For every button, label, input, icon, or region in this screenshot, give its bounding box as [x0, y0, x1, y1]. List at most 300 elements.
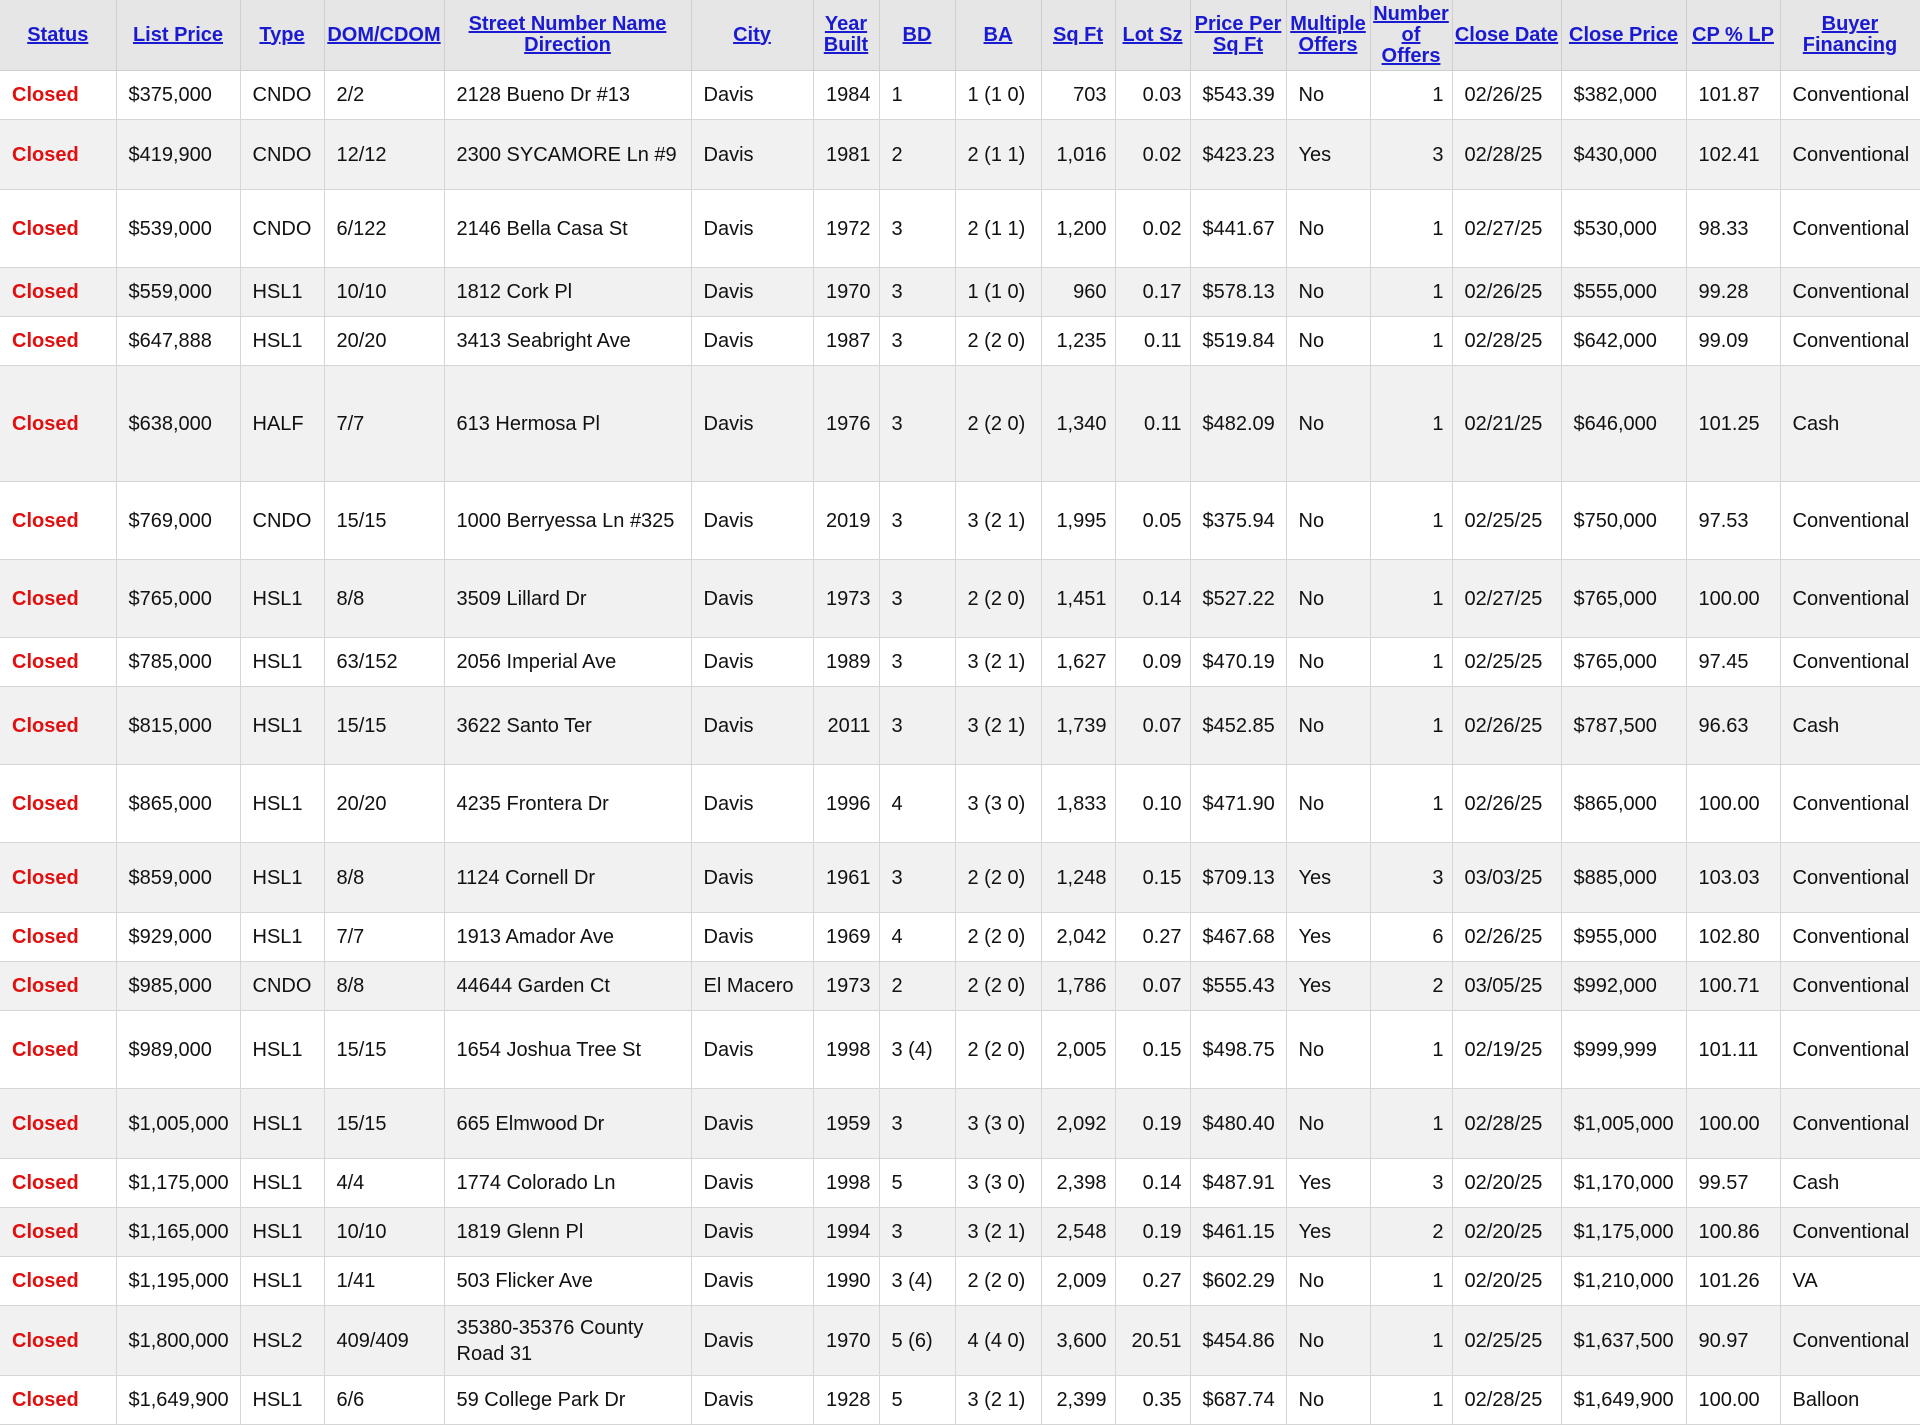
address-cell: 1124 Cornell Dr — [444, 843, 691, 913]
status-cell: Closed — [0, 482, 116, 560]
multiple-offers-cell: No — [1286, 687, 1370, 765]
city-cell: Davis — [691, 1257, 813, 1306]
bd-cell: 2 — [879, 120, 955, 190]
dom-cdom-cell: 15/15 — [324, 1011, 444, 1089]
buyer-financing-cell: Conventional — [1780, 560, 1920, 638]
type-cell: HSL2 — [240, 1306, 324, 1376]
close-date-cell: 02/26/25 — [1452, 913, 1561, 962]
dom-cdom-cell: 1/41 — [324, 1257, 444, 1306]
list-price-cell: $419,900 — [116, 120, 240, 190]
close-date-cell: 02/25/25 — [1452, 1306, 1561, 1376]
address-cell: 44644 Garden Ct — [444, 962, 691, 1011]
sqft-cell: 1,739 — [1041, 687, 1115, 765]
list-price-cell: $929,000 — [116, 913, 240, 962]
lot-size-cell: 0.27 — [1115, 1257, 1190, 1306]
lot-size-cell: 0.09 — [1115, 638, 1190, 687]
dom-cdom-cell: 20/20 — [324, 317, 444, 366]
table-row[interactable] — [0, 1257, 1920, 1306]
buyer-financing-cell: Conventional — [1780, 71, 1920, 120]
lot-size-cell: 0.15 — [1115, 843, 1190, 913]
close-price-cell: $955,000 — [1561, 913, 1686, 962]
number-of-offers-cell: 1 — [1370, 1306, 1452, 1376]
type-cell: HSL1 — [240, 1257, 324, 1306]
number-of-offers-cell: 1 — [1370, 366, 1452, 482]
table-row[interactable] — [0, 1306, 1920, 1376]
table-row[interactable] — [0, 366, 1920, 482]
close-price-cell: $1,175,000 — [1561, 1208, 1686, 1257]
multiple-offers-cell: No — [1286, 638, 1370, 687]
address-cell: 3622 Santo Ter — [444, 687, 691, 765]
close-date-cell: 02/20/25 — [1452, 1257, 1561, 1306]
address-cell: 35380-35376 County Road 31 — [444, 1306, 691, 1376]
lot-size-cell: 0.10 — [1115, 765, 1190, 843]
close-price-cell: $750,000 — [1561, 482, 1686, 560]
close-price-cell: $1,005,000 — [1561, 1089, 1686, 1159]
status-cell: Closed — [0, 268, 116, 317]
list-price-cell: $765,000 — [116, 560, 240, 638]
list-price-cell: $1,195,000 — [116, 1257, 240, 1306]
cp-lp-cell: 98.33 — [1686, 190, 1780, 268]
city-cell: Davis — [691, 843, 813, 913]
dom-cdom-cell: 63/152 — [324, 638, 444, 687]
status-cell: Closed — [0, 71, 116, 120]
price-per-sqft-cell: $452.85 — [1190, 687, 1286, 765]
year-built-cell: 1976 — [813, 366, 879, 482]
price-per-sqft-cell: $527.22 — [1190, 560, 1286, 638]
close-date-cell: 02/25/25 — [1452, 638, 1561, 687]
type-cell: HSL1 — [240, 638, 324, 687]
year-built-cell: 1987 — [813, 317, 879, 366]
number-of-offers-cell: 1 — [1370, 1257, 1452, 1306]
table-row[interactable] — [0, 962, 1920, 1011]
type-cell: HALF — [240, 366, 324, 482]
dom-cdom-cell: 7/7 — [324, 913, 444, 962]
ba-cell: 1 (1 0) — [955, 268, 1041, 317]
lot-size-cell: 0.07 — [1115, 962, 1190, 1011]
number-of-offers-cell: 1 — [1370, 1376, 1452, 1425]
address-cell: 503 Flicker Ave — [444, 1257, 691, 1306]
price-per-sqft-cell: $687.74 — [1190, 1376, 1286, 1425]
city-cell: Davis — [691, 190, 813, 268]
table-row[interactable] — [0, 120, 1920, 190]
close-date-cell: 02/27/25 — [1452, 560, 1561, 638]
city-cell: Davis — [691, 687, 813, 765]
status-cell: Closed — [0, 560, 116, 638]
list-price-cell: $1,800,000 — [116, 1306, 240, 1376]
list-price-cell: $1,005,000 — [116, 1089, 240, 1159]
sqft-cell: 1,786 — [1041, 962, 1115, 1011]
type-cell: CNDO — [240, 71, 324, 120]
sqft-cell: 1,340 — [1041, 366, 1115, 482]
price-per-sqft-cell: $482.09 — [1190, 366, 1286, 482]
lot-size-cell: 0.02 — [1115, 120, 1190, 190]
close-price-cell: $430,000 — [1561, 120, 1686, 190]
multiple-offers-cell: No — [1286, 765, 1370, 843]
ba-cell: 3 (3 0) — [955, 765, 1041, 843]
list-price-cell: $647,888 — [116, 317, 240, 366]
status-cell: Closed — [0, 190, 116, 268]
address-cell: 613 Hermosa Pl — [444, 366, 691, 482]
bd-cell: 3 — [879, 687, 955, 765]
multiple-offers-cell: No — [1286, 1011, 1370, 1089]
multiple-offers-cell: No — [1286, 482, 1370, 560]
cp-lp-cell: 100.00 — [1686, 1376, 1780, 1425]
address-cell: 1000 Berryessa Ln #325 — [444, 482, 691, 560]
type-cell: HSL1 — [240, 560, 324, 638]
address-cell: 2146 Bella Casa St — [444, 190, 691, 268]
year-built-cell: 1973 — [813, 962, 879, 1011]
close-price-cell: $1,170,000 — [1561, 1159, 1686, 1208]
bd-cell: 5 (6) — [879, 1306, 955, 1376]
ba-cell: 3 (3 0) — [955, 1159, 1041, 1208]
cp-lp-cell: 100.00 — [1686, 560, 1780, 638]
column-header-lot-sz[interactable]: Lot Sz — [1115, 0, 1190, 71]
year-built-cell: 1996 — [813, 765, 879, 843]
lot-size-cell: 0.07 — [1115, 687, 1190, 765]
year-built-cell: 1928 — [813, 1376, 879, 1425]
lot-size-cell: 0.19 — [1115, 1089, 1190, 1159]
status-cell: Closed — [0, 317, 116, 366]
close-date-cell: 02/26/25 — [1452, 687, 1561, 765]
status-cell: Closed — [0, 1159, 116, 1208]
cp-lp-cell: 100.71 — [1686, 962, 1780, 1011]
multiple-offers-cell: No — [1286, 268, 1370, 317]
table-row[interactable] — [0, 1089, 1920, 1159]
bd-cell: 4 — [879, 765, 955, 843]
year-built-cell: 1973 — [813, 560, 879, 638]
list-price-cell: $559,000 — [116, 268, 240, 317]
type-cell: HSL1 — [240, 317, 324, 366]
buyer-financing-cell: Conventional — [1780, 913, 1920, 962]
column-header-dom-cdom[interactable]: DOM/CDOM — [324, 0, 444, 71]
column-header-city[interactable]: City — [691, 0, 813, 71]
close-date-cell: 02/28/25 — [1452, 1089, 1561, 1159]
address-cell: 2300 SYCAMORE Ln #9 — [444, 120, 691, 190]
cp-lp-cell: 101.25 — [1686, 366, 1780, 482]
year-built-cell: 1969 — [813, 913, 879, 962]
dom-cdom-cell: 8/8 — [324, 962, 444, 1011]
ba-cell: 2 (2 0) — [955, 1257, 1041, 1306]
status-cell: Closed — [0, 366, 116, 482]
list-price-cell: $539,000 — [116, 190, 240, 268]
column-header-ba[interactable]: BA — [955, 0, 1041, 71]
column-header-multiple-offers[interactable]: Multiple Offers — [1286, 0, 1370, 71]
close-price-cell: $1,637,500 — [1561, 1306, 1686, 1376]
bd-cell: 3 — [879, 843, 955, 913]
number-of-offers-cell: 1 — [1370, 638, 1452, 687]
year-built-cell: 1970 — [813, 1306, 879, 1376]
price-per-sqft-cell: $461.15 — [1190, 1208, 1286, 1257]
address-cell: 1819 Glenn Pl — [444, 1208, 691, 1257]
sqft-cell: 2,548 — [1041, 1208, 1115, 1257]
cp-lp-cell: 97.53 — [1686, 482, 1780, 560]
close-price-cell: $992,000 — [1561, 962, 1686, 1011]
sqft-cell: 1,248 — [1041, 843, 1115, 913]
cp-lp-cell: 101.11 — [1686, 1011, 1780, 1089]
ba-cell: 2 (2 0) — [955, 366, 1041, 482]
table-row[interactable] — [0, 268, 1920, 317]
address-cell: 1774 Colorado Ln — [444, 1159, 691, 1208]
number-of-offers-cell: 1 — [1370, 482, 1452, 560]
bd-cell: 5 — [879, 1376, 955, 1425]
ba-cell: 2 (2 0) — [955, 1011, 1041, 1089]
buyer-financing-cell: Conventional — [1780, 482, 1920, 560]
city-cell: Davis — [691, 638, 813, 687]
bd-cell: 3 — [879, 268, 955, 317]
table-row[interactable] — [0, 765, 1920, 843]
type-cell: HSL1 — [240, 1208, 324, 1257]
year-built-cell: 1984 — [813, 71, 879, 120]
cp-lp-cell: 100.86 — [1686, 1208, 1780, 1257]
number-of-offers-cell: 3 — [1370, 120, 1452, 190]
multiple-offers-cell: Yes — [1286, 1208, 1370, 1257]
cp-lp-cell: 101.26 — [1686, 1257, 1780, 1306]
buyer-financing-cell: Conventional — [1780, 1306, 1920, 1376]
close-price-cell: $382,000 — [1561, 71, 1686, 120]
status-cell: Closed — [0, 843, 116, 913]
close-date-cell: 02/27/25 — [1452, 190, 1561, 268]
price-per-sqft-cell: $578.13 — [1190, 268, 1286, 317]
type-cell: CNDO — [240, 962, 324, 1011]
list-price-cell: $769,000 — [116, 482, 240, 560]
number-of-offers-cell: 2 — [1370, 962, 1452, 1011]
buyer-financing-cell: Conventional — [1780, 1089, 1920, 1159]
year-built-cell: 1994 — [813, 1208, 879, 1257]
year-built-cell: 1961 — [813, 843, 879, 913]
lot-size-cell: 0.35 — [1115, 1376, 1190, 1425]
price-per-sqft-cell: $467.68 — [1190, 913, 1286, 962]
address-cell: 2056 Imperial Ave — [444, 638, 691, 687]
table-row[interactable] — [0, 1376, 1920, 1425]
ba-cell: 2 (2 0) — [955, 317, 1041, 366]
table-row[interactable] — [0, 913, 1920, 962]
price-per-sqft-cell: $543.39 — [1190, 71, 1286, 120]
price-per-sqft-cell: $423.23 — [1190, 120, 1286, 190]
status-cell: Closed — [0, 1306, 116, 1376]
close-price-cell: $865,000 — [1561, 765, 1686, 843]
close-date-cell: 02/26/25 — [1452, 268, 1561, 317]
city-cell: Davis — [691, 1376, 813, 1425]
close-date-cell: 02/25/25 — [1452, 482, 1561, 560]
address-cell: 3413 Seabright Ave — [444, 317, 691, 366]
sqft-cell: 1,016 — [1041, 120, 1115, 190]
lot-size-cell: 0.27 — [1115, 913, 1190, 962]
city-cell: Davis — [691, 1089, 813, 1159]
type-cell: HSL1 — [240, 913, 324, 962]
table-row[interactable] — [0, 843, 1920, 913]
ba-cell: 2 (1 1) — [955, 190, 1041, 268]
column-header-address[interactable]: Street Number Name Direction — [444, 0, 691, 71]
list-price-cell: $865,000 — [116, 765, 240, 843]
multiple-offers-cell: No — [1286, 560, 1370, 638]
dom-cdom-cell: 15/15 — [324, 1089, 444, 1159]
status-cell: Closed — [0, 638, 116, 687]
dom-cdom-cell: 2/2 — [324, 71, 444, 120]
table-row[interactable] — [0, 638, 1920, 687]
buyer-financing-cell: Conventional — [1780, 765, 1920, 843]
table-row[interactable] — [0, 1011, 1920, 1089]
price-per-sqft-cell: $602.29 — [1190, 1257, 1286, 1306]
city-cell: Davis — [691, 317, 813, 366]
close-price-cell: $646,000 — [1561, 366, 1686, 482]
dom-cdom-cell: 15/15 — [324, 482, 444, 560]
cp-lp-cell: 90.97 — [1686, 1306, 1780, 1376]
multiple-offers-cell: Yes — [1286, 120, 1370, 190]
column-header-status[interactable]: Status — [0, 0, 116, 71]
city-cell: Davis — [691, 120, 813, 190]
type-cell: HSL1 — [240, 843, 324, 913]
cp-lp-cell: 102.41 — [1686, 120, 1780, 190]
close-price-cell: $555,000 — [1561, 268, 1686, 317]
column-header-price-per-sqft[interactable]: Price Per Sq Ft — [1190, 0, 1286, 71]
address-cell: 4235 Frontera Dr — [444, 765, 691, 843]
buyer-financing-cell: Cash — [1780, 1159, 1920, 1208]
status-cell: Closed — [0, 913, 116, 962]
status-cell: Closed — [0, 1257, 116, 1306]
buyer-financing-cell: Conventional — [1780, 190, 1920, 268]
table-row[interactable] — [0, 687, 1920, 765]
column-header-close-date[interactable]: Close Date — [1452, 0, 1561, 71]
number-of-offers-cell: 2 — [1370, 1208, 1452, 1257]
close-date-cell: 02/28/25 — [1452, 1376, 1561, 1425]
status-cell: Closed — [0, 1011, 116, 1089]
price-per-sqft-cell: $375.94 — [1190, 482, 1286, 560]
bd-cell: 4 — [879, 913, 955, 962]
address-cell: 59 College Park Dr — [444, 1376, 691, 1425]
type-cell: HSL1 — [240, 765, 324, 843]
number-of-offers-cell: 1 — [1370, 687, 1452, 765]
column-header-close-price[interactable]: Close Price — [1561, 0, 1686, 71]
dom-cdom-cell: 6/122 — [324, 190, 444, 268]
header-row — [0, 0, 1920, 71]
buyer-financing-cell: Conventional — [1780, 268, 1920, 317]
list-price-cell: $985,000 — [116, 962, 240, 1011]
sqft-cell: 2,092 — [1041, 1089, 1115, 1159]
table-row[interactable] — [0, 1159, 1920, 1208]
bd-cell: 1 — [879, 71, 955, 120]
sqft-cell: 1,235 — [1041, 317, 1115, 366]
type-cell: CNDO — [240, 190, 324, 268]
city-cell: Davis — [691, 1208, 813, 1257]
buyer-financing-cell: Conventional — [1780, 1011, 1920, 1089]
status-cell: Closed — [0, 120, 116, 190]
type-cell: HSL1 — [240, 1376, 324, 1425]
close-date-cell: 02/20/25 — [1452, 1159, 1561, 1208]
ba-cell: 1 (1 0) — [955, 71, 1041, 120]
close-price-cell: $765,000 — [1561, 560, 1686, 638]
column-header-cp-lp[interactable]: CP % LP — [1686, 0, 1780, 71]
cp-lp-cell: 102.80 — [1686, 913, 1780, 962]
type-cell: HSL1 — [240, 1159, 324, 1208]
ba-cell: 2 (2 0) — [955, 560, 1041, 638]
close-date-cell: 02/19/25 — [1452, 1011, 1561, 1089]
dom-cdom-cell: 15/15 — [324, 687, 444, 765]
column-header-number-of-offers[interactable]: Number of Offers — [1370, 0, 1452, 71]
multiple-offers-cell: No — [1286, 1089, 1370, 1159]
year-built-cell: 1989 — [813, 638, 879, 687]
buyer-financing-cell: Balloon — [1780, 1376, 1920, 1425]
multiple-offers-cell: Yes — [1286, 962, 1370, 1011]
column-header-year-built[interactable]: Year Built — [813, 0, 879, 71]
year-built-cell: 1998 — [813, 1011, 879, 1089]
price-per-sqft-cell: $498.75 — [1190, 1011, 1286, 1089]
table-row[interactable] — [0, 317, 1920, 366]
number-of-offers-cell: 1 — [1370, 317, 1452, 366]
dom-cdom-cell: 409/409 — [324, 1306, 444, 1376]
lot-size-cell: 0.14 — [1115, 560, 1190, 638]
type-cell: HSL1 — [240, 1089, 324, 1159]
lot-size-cell: 0.11 — [1115, 317, 1190, 366]
close-date-cell: 02/20/25 — [1452, 1208, 1561, 1257]
column-header-bd[interactable]: BD — [879, 0, 955, 71]
close-price-cell: $642,000 — [1561, 317, 1686, 366]
buyer-financing-cell: Conventional — [1780, 317, 1920, 366]
buyer-financing-cell: Cash — [1780, 366, 1920, 482]
column-header-list-price[interactable]: List Price — [116, 0, 240, 71]
bd-cell: 3 — [879, 1089, 955, 1159]
type-cell: CNDO — [240, 120, 324, 190]
year-built-cell: 1981 — [813, 120, 879, 190]
bd-cell: 3 (4) — [879, 1011, 955, 1089]
number-of-offers-cell: 1 — [1370, 71, 1452, 120]
type-cell: CNDO — [240, 482, 324, 560]
sqft-cell: 2,398 — [1041, 1159, 1115, 1208]
lot-size-cell: 0.03 — [1115, 71, 1190, 120]
city-cell: Davis — [691, 913, 813, 962]
multiple-offers-cell: No — [1286, 366, 1370, 482]
column-header-type[interactable]: Type — [240, 0, 324, 71]
dom-cdom-cell: 8/8 — [324, 560, 444, 638]
table-row[interactable] — [0, 1208, 1920, 1257]
ba-cell: 2 (2 0) — [955, 913, 1041, 962]
close-price-cell: $1,649,900 — [1561, 1376, 1686, 1425]
city-cell: Davis — [691, 482, 813, 560]
column-header-buyer-financing[interactable]: Buyer Financing — [1780, 0, 1920, 71]
table-row[interactable] — [0, 482, 1920, 560]
table-row[interactable] — [0, 190, 1920, 268]
year-built-cell: 1970 — [813, 268, 879, 317]
number-of-offers-cell: 1 — [1370, 560, 1452, 638]
ba-cell: 3 (2 1) — [955, 638, 1041, 687]
multiple-offers-cell: No — [1286, 1376, 1370, 1425]
buyer-financing-cell: VA — [1780, 1257, 1920, 1306]
sqft-cell: 960 — [1041, 268, 1115, 317]
cp-lp-cell: 96.63 — [1686, 687, 1780, 765]
list-price-cell: $1,175,000 — [116, 1159, 240, 1208]
bd-cell: 3 — [879, 482, 955, 560]
column-header-sq-ft[interactable]: Sq Ft — [1041, 0, 1115, 71]
cp-lp-cell: 99.28 — [1686, 268, 1780, 317]
table-row[interactable] — [0, 560, 1920, 638]
list-price-cell: $859,000 — [116, 843, 240, 913]
number-of-offers-cell: 1 — [1370, 268, 1452, 317]
ba-cell: 2 (1 1) — [955, 120, 1041, 190]
year-built-cell: 1972 — [813, 190, 879, 268]
price-per-sqft-cell: $519.84 — [1190, 317, 1286, 366]
close-price-cell: $885,000 — [1561, 843, 1686, 913]
year-built-cell: 1998 — [813, 1159, 879, 1208]
address-cell: 1654 Joshua Tree St — [444, 1011, 691, 1089]
buyer-financing-cell: Conventional — [1780, 843, 1920, 913]
address-cell: 1913 Amador Ave — [444, 913, 691, 962]
close-price-cell: $1,210,000 — [1561, 1257, 1686, 1306]
close-date-cell: 02/28/25 — [1452, 317, 1561, 366]
list-price-cell: $1,165,000 — [116, 1208, 240, 1257]
ba-cell: 3 (2 1) — [955, 482, 1041, 560]
table-row[interactable] — [0, 71, 1920, 120]
year-built-cell: 1959 — [813, 1089, 879, 1159]
city-cell: Davis — [691, 71, 813, 120]
